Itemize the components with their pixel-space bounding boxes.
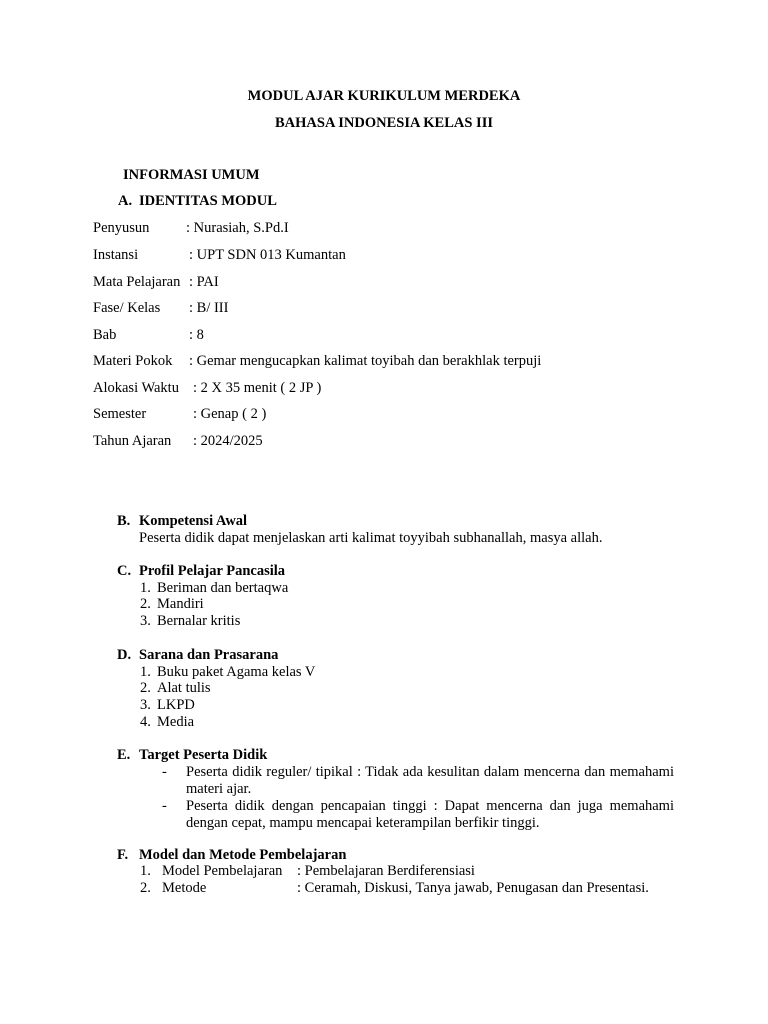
list-item: LKPD [157,697,195,713]
section-f-letter: F. [117,847,129,863]
list-item: Buku paket Agama kelas V [157,664,316,680]
list-item: Beriman dan bertaqwa [157,580,289,596]
identity-value: : 2 X 35 menit ( 2 JP ) [193,380,322,396]
identity-value: : UPT SDN 013 Kumantan [189,247,346,263]
identity-value: : 2024/2025 [193,433,263,449]
list-item: Peserta didik reguler/ tipikal : Tidak ada kesulitan dalam mencerna dan memahami materi ajar. [186,764,674,797]
identity-label: Tahun Ajaran [93,433,172,449]
doc-title-line1: MODUL AJAR KURIKULUM MERDEKA [247,88,521,104]
list-item-value: : Ceramah, Diskusi, Tanya jawab, Penugasan dan Presentasi. [297,880,649,896]
list-item-number: 2. [140,880,151,896]
section-e-letter: E. [117,747,131,763]
identity-label: Penyusun [93,220,150,236]
identity-label: Mata Pelajaran [93,274,181,290]
identity-value: : Genap ( 2 ) [193,406,267,422]
list-item: Media [157,714,195,730]
list-item-number: 1. [140,863,151,879]
list-bullet: - [162,798,167,814]
list-item-label: Model Pembelajaran [162,863,283,879]
list-item: Peserta didik dengan pencapaian tinggi : Dapat mencerna dan juga memahami dengan cepat, mampu mencapai keterampilan berfikir tinggi. [186,798,674,831]
info-umum-heading: INFORMASI UMUM [123,167,260,183]
identity-label: Semester [93,406,147,422]
doc-title-line2: BAHASA INDONESIA KELAS III [275,115,493,131]
section-c-title: Profil Pelajar Pancasila [139,563,286,579]
identity-label: Bab [93,327,117,343]
list-bullet: - [162,764,167,780]
list-item-number: 2. [140,596,151,612]
list-item-value: : Pembelajaran Berdiferensiasi [297,863,475,879]
identity-label: Fase/ Kelas [93,300,161,316]
list-item: Alat tulis [157,680,211,696]
identity-label: Instansi [93,247,139,263]
section-b-text: Peserta didik dapat menjelaskan arti kalimat toyyibah subhanallah, masya allah. [139,530,603,546]
section-c-letter: C. [117,563,132,579]
identity-value: : 8 [189,327,204,343]
identity-value: : Gemar mengucapkan kalimat toyibah dan berakhlak terpuji [189,353,542,369]
list-item-number: 3. [140,613,151,629]
section-e-title: Target Peserta Didik [139,747,268,763]
identity-label: Alokasi Waktu [93,380,179,396]
list-item-label: Metode [162,880,207,896]
identity-label: Materi Pokok [93,353,173,369]
list-item-number: 4. [140,714,151,730]
section-b-letter: B. [117,513,131,529]
section-b-title: Kompetensi Awal [139,513,248,529]
identity-value: : B/ III [189,300,229,316]
list-item-number: 1. [140,664,151,680]
list-item-number: 3. [140,697,151,713]
list-item-number: 1. [140,580,151,596]
section-a-title: IDENTITAS MODUL [139,193,277,209]
list-item: Bernalar kritis [157,613,241,629]
list-item: Mandiri [157,596,204,612]
section-a-letter: A. [118,193,133,209]
identity-value: : PAI [189,274,219,290]
section-f-title: Model dan Metode Pembelajaran [139,847,347,863]
section-d-title: Sarana dan Prasarana [139,647,279,663]
identity-value: : Nurasiah, S.Pd.I [186,220,289,236]
list-item-number: 2. [140,680,151,696]
section-d-letter: D. [117,647,132,663]
